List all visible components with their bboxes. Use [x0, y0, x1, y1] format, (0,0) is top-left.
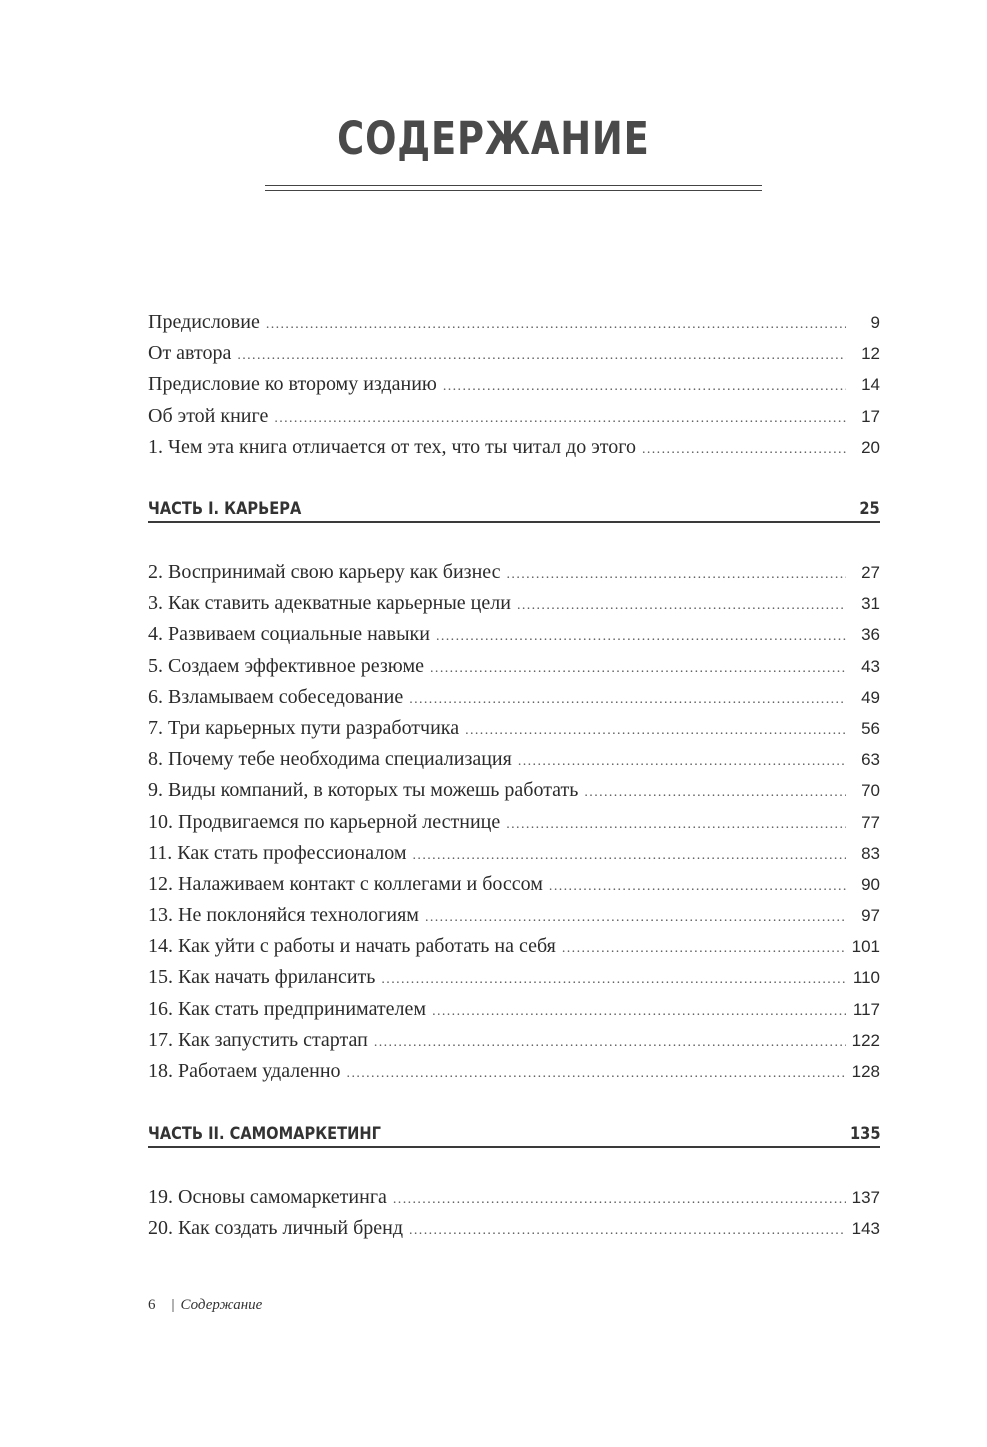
- title-double-rule: [265, 185, 762, 191]
- toc-leader-dots: [443, 371, 846, 402]
- toc-entry[interactable]: [148, 807, 880, 838]
- toc-entry-label: Предисловие ко второму изданию: [148, 373, 437, 396]
- toc-entry-label: 18. Работаем удаленно: [148, 1060, 341, 1082]
- toc-leader-dots: [274, 403, 846, 434]
- toc-entry[interactable]: [148, 994, 880, 1025]
- toc-entry-page: 49: [861, 687, 880, 707]
- toc-entry[interactable]: [148, 775, 880, 806]
- toc-entry[interactable]: [148, 1025, 880, 1056]
- toc-entry-page: 128: [851, 1062, 880, 1081]
- toc-leader-dots: [584, 777, 846, 808]
- part-page: 135: [849, 1124, 880, 1144]
- toc-entry[interactable]: [148, 651, 880, 682]
- toc-leader-dots: [430, 653, 846, 684]
- toc-intro-list: [148, 307, 880, 463]
- toc-entry-label: 17. Как запустить стартап: [148, 1028, 368, 1051]
- toc-entry[interactable]: [148, 432, 880, 463]
- toc-leader-dots: [409, 1215, 846, 1246]
- toc-entry-label: 12. Налаживаем контакт с коллегами и боссом: [148, 872, 543, 895]
- footer-separator: |: [171, 1297, 175, 1313]
- toc-entry-page: 27: [861, 563, 880, 582]
- toc-leader-dots: [518, 746, 846, 777]
- toc-leader-dots: [347, 1058, 846, 1089]
- toc-entry-page: 9: [870, 313, 880, 332]
- toc-entry[interactable]: [148, 744, 880, 775]
- toc-entry[interactable]: [148, 931, 880, 962]
- toc-entry-label: 15. Как начать фрилансить: [148, 966, 376, 989]
- toc-entry[interactable]: [148, 338, 880, 369]
- toc-entry-label: 19. Основы самомаркетинга: [148, 1186, 387, 1208]
- toc-entry-page: 20: [861, 437, 880, 457]
- part-page: 25: [859, 499, 880, 519]
- toc-entry-page: 17: [861, 406, 880, 426]
- toc-leader-dots: [409, 684, 846, 715]
- toc-leader-dots: [507, 559, 846, 590]
- toc-entry-page: 70: [861, 781, 880, 801]
- toc-entry-label: 20. Как создать личный бренд: [148, 1217, 403, 1240]
- toc-leader-dots: [374, 1027, 846, 1058]
- toc-entry-label: 8. Почему тебе необходима специализация: [148, 748, 512, 771]
- toc-entry-label: 16. Как стать предпринимателем: [148, 997, 427, 1020]
- toc-entry[interactable]: [148, 369, 880, 400]
- toc-entry-label: 10. Продвигаемся по карьерной лестнице: [148, 810, 501, 833]
- toc-part1-list: [148, 557, 880, 1087]
- part-title: ЧАСТЬ I. КАРЬЕРА: [148, 499, 302, 519]
- toc-entry[interactable]: [148, 307, 880, 338]
- toc-entry-page: 137: [851, 1188, 880, 1207]
- toc-leader-dots: [549, 871, 846, 902]
- toc-leader-dots: [381, 964, 846, 995]
- toc-part2-list: [148, 1182, 880, 1244]
- toc-entry-page: 122: [851, 1030, 880, 1050]
- toc-entry[interactable]: [148, 869, 880, 900]
- toc-entry[interactable]: [148, 1056, 880, 1087]
- toc-entry-label: 9. Виды компаний, в которых ты можешь работать: [148, 779, 579, 802]
- toc-entry[interactable]: [148, 401, 880, 432]
- toc-entry-page: 31: [861, 594, 880, 614]
- toc-entry-label: 4. Развиваем социальные навыки: [148, 623, 430, 646]
- toc-entry-page: 101: [851, 937, 880, 957]
- toc-entry-page: 143: [851, 1219, 880, 1239]
- toc-entry-page: 90: [861, 874, 880, 894]
- toc-entry-label: 13. Не поклоняйся технологиям: [148, 904, 419, 927]
- toc-leader-dots: [393, 1184, 846, 1215]
- toc-entry-page: 110: [852, 968, 880, 988]
- part-heading-self-marketing[interactable]: [148, 1120, 880, 1148]
- toc-leader-dots: [465, 715, 846, 746]
- toc-entry[interactable]: [148, 713, 880, 744]
- toc-entry-label: От автора: [148, 342, 232, 365]
- toc-entry-label: 7. Три карьерных пути разработчика: [148, 716, 460, 739]
- toc-leader-dots: [506, 809, 846, 840]
- footer-page-number: 6: [148, 1297, 156, 1313]
- toc-leader-dots: [432, 996, 846, 1027]
- toc-leader-dots: [517, 590, 846, 621]
- toc-leader-dots: [436, 621, 846, 652]
- toc-entry[interactable]: [148, 619, 880, 650]
- toc-leader-dots: [237, 340, 846, 371]
- toc-leader-dots: [562, 933, 846, 964]
- page-footer: [148, 1297, 262, 1314]
- toc-entry-page: 77: [861, 812, 880, 832]
- toc-entry[interactable]: [148, 557, 880, 588]
- toc-leader-dots: [413, 840, 846, 871]
- toc-entry-page: 83: [861, 843, 880, 863]
- toc-leader-dots: [642, 434, 846, 465]
- toc-entry[interactable]: [148, 838, 880, 869]
- page-title: СОДЕРЖАНИЕ: [337, 112, 650, 165]
- toc-leader-dots: [266, 309, 846, 340]
- toc-entry-page: 97: [861, 906, 880, 926]
- toc-entry-page: 43: [861, 656, 880, 676]
- toc-leader-dots: [425, 902, 846, 933]
- toc-entry[interactable]: [148, 962, 880, 993]
- part-title: ЧАСТЬ II. САМОМАРКЕТИНГ: [148, 1124, 381, 1144]
- toc-entry[interactable]: [148, 1213, 880, 1244]
- toc-entry[interactable]: [148, 1182, 880, 1213]
- toc-entry-label: 5. Создаем эффективное резюме: [148, 654, 425, 677]
- toc-entry-label: Предисловие: [148, 311, 260, 333]
- toc-entry-page: 117: [852, 999, 880, 1019]
- toc-entry[interactable]: [148, 900, 880, 931]
- toc-entry-label: Об этой книге: [148, 404, 269, 427]
- toc-entry-label: 1. Чем эта книга отличается от тех, что ты читал до этого: [148, 435, 636, 458]
- toc-entry[interactable]: [148, 588, 880, 619]
- toc-entry-label: 14. Как уйти с работы и начать работать на себя: [148, 935, 556, 958]
- footer-section-name: Содержание: [180, 1297, 263, 1313]
- toc-entry-page: 14: [861, 375, 880, 395]
- part-heading-career[interactable]: [148, 495, 880, 523]
- toc-entry-label: 11. Как стать профессионалом: [148, 841, 407, 864]
- toc-entry-page: 36: [861, 625, 880, 645]
- toc-entry[interactable]: [148, 682, 880, 713]
- toc-entry-page: 63: [861, 750, 880, 770]
- toc-entry-label: 6. Взламываем собеседование: [148, 685, 404, 708]
- toc-entry-page: 56: [861, 718, 880, 738]
- toc-entry-label: 3. Как ставить адекватные карьерные цели: [148, 592, 511, 615]
- toc-entry-page: 12: [861, 344, 880, 364]
- toc-entry-label: 2. Воспринимай свою карьеру как бизнес: [148, 561, 501, 583]
